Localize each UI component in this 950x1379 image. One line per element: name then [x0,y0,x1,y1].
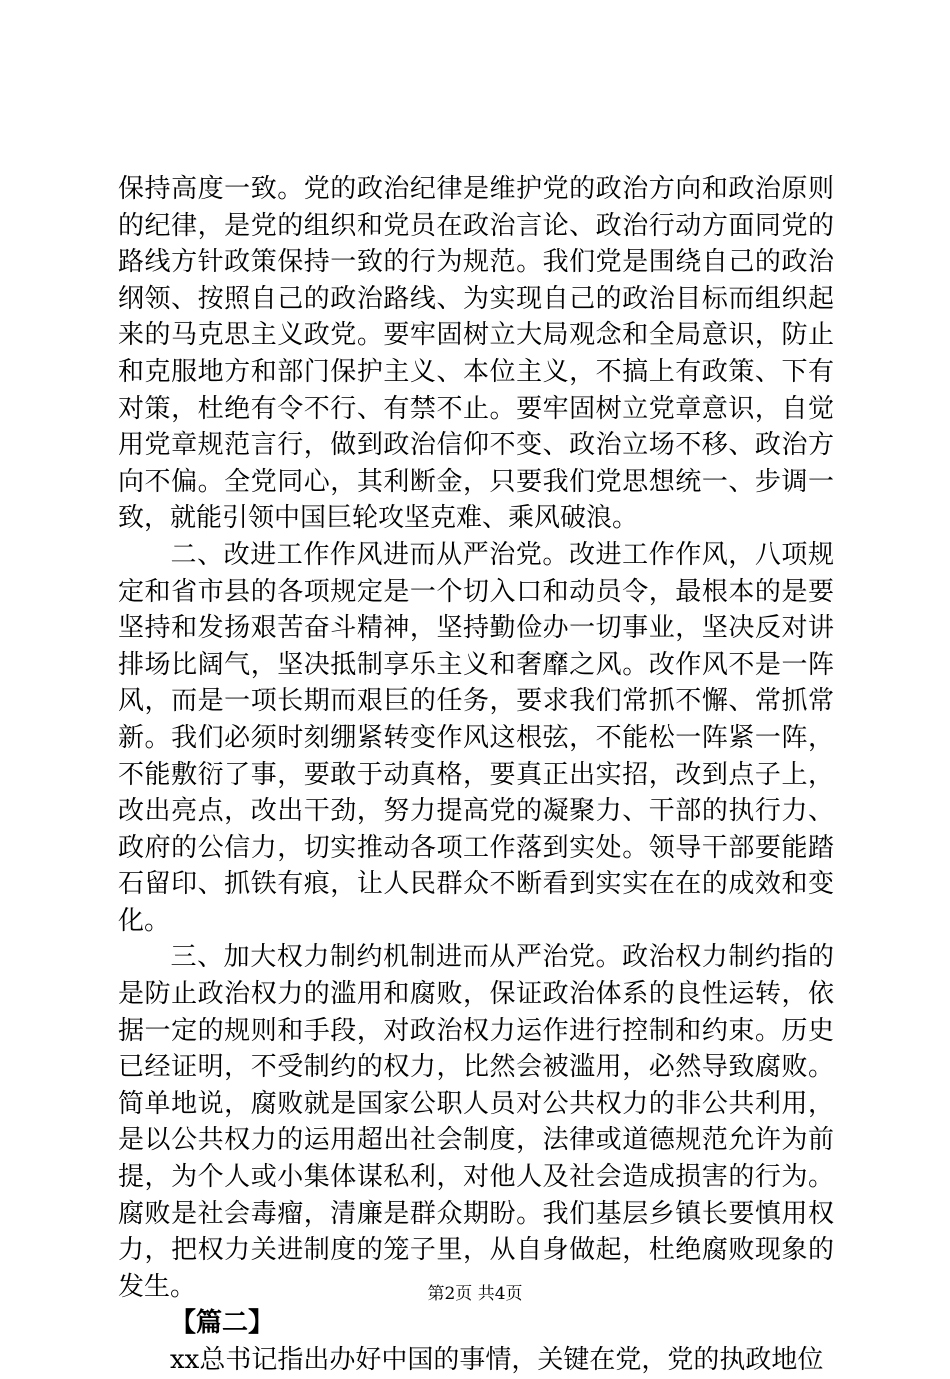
paragraph-3: 三、加大权力制约机制进而从严治党。政治权力制约指的是防止政治权力的滥用和腐败，保证政治体系的良性运转，依据一定的规则和手段，对政治权力运作进行控制和约束。历史已经证明，不受制约的权力，比然会被滥用，必然导致腐败。简单地说，腐败就是国家公职人员对公共权力的非公共利用，是以公共权力的运用超出社会制度，法律或道德规范允许为前提，为个人或小集体谋私利，对他人及社会造成损害的行为。腐败是社会毒瘤，清廉是群众期盼。我们基层乡镇长要慎用权力，把权力关进制度的笼子里，从自身做起，杜绝腐败现象的发生。 [118,942,834,1302]
section-title: 【篇二】 [170,1308,275,1339]
document-body [118,171,834,1379]
paragraph-1: 保持高度一致。党的政治纪律是维护党的政治方向和政治原则的纪律，是党的组织和党员在政治言论、政治行动方面同党的路线方针政策保持一致的行为规范。我们党是围绕自己的政治纲领、按照自己的政治路线、为实现自己的政治目标而组织起来的马克思主义政党。要牢固树立大局观念和全局意识，防止和克服地方和部门保护主义、本位主义，不搞上有政策、下有对策，杜绝有令不行、有禁不止。要牢固树立党章意识，自觉用党章规范言行，做到政治信仰不变、政治立场不移、政治方向不偏。全党同心，其利断金，只要我们党思想统一、步调一致，就能引领中国巨轮攻坚克难、乘风破浪。 [118,174,834,534]
page-number-footer: 第2页 共4页 [427,1284,523,1304]
paragraph-4: xx总书记指出办好中国的事情，关键在党，党的执政地位 [170,1345,824,1375]
paragraph-2: 二、改进工作作风进而从严治党。改进工作作风，八项规定和省市县的各项规定是一个切入口和动员令，最根本的是要坚持和发扬艰苦奋斗精神，坚持勤俭办一切事业，坚决反对讲排场比阔气，坚决抵制享乐主义和奢靡之风。改作风不是一阵风，而是一项长期而艰巨的任务，要求我们常抓不懈、常抓常新。我们必须时刻绷紧转变作风这根弦，不能松一阵紧一阵，不能敷衍了事，要敢于动真格，要真正出实招，改到点子上，改出亮点，改出干劲，努力提高党的凝聚力、干部的执行力、政府的公信力，切实推动各项工作落到实处。领导干部要能踏石留印、抓铁有痕，让人民群众不断看到实实在在的成效和变化。 [118,539,834,936]
